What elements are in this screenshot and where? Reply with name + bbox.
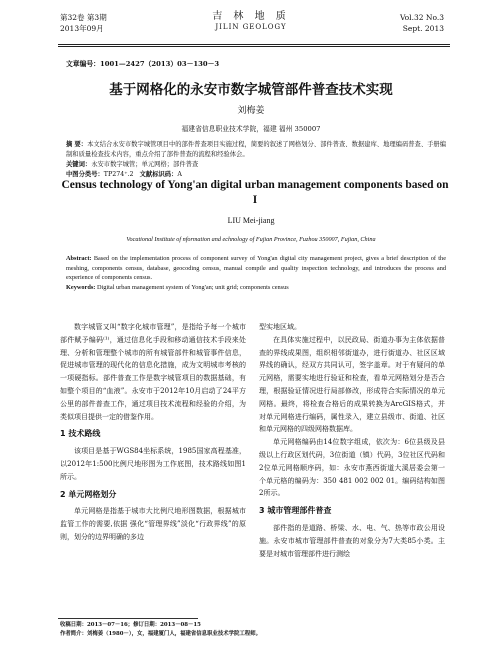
abstract-en — [66, 254, 446, 283]
abstract-cn — [66, 140, 446, 160]
running-header — [0, 0, 502, 44]
footnote-rule — [58, 618, 198, 619]
footnote-author-bio: 作者简介：刘梅姜（1980－），女，福建厦门人，福建省信息职业技术学院工程师。 — [60, 630, 261, 637]
body-paragraph: 单元网格是指基于城市大比例尺地形图数据，根据城市监管工作的需要,依据 强化“管理界线”淡化“行政界线”的原则，划分的边界明确的多边 — [60, 507, 246, 541]
body-column-right — [259, 321, 445, 560]
keywords-text-cn: 永安市数字城管；单元网格；部件普查 — [91, 161, 199, 168]
author-name-en: LIU Mei-jiang — [227, 216, 275, 225]
header-volume-issue: 第32卷 第3期 — [60, 13, 107, 22]
classification-value: TP274⁺.2 — [103, 171, 134, 178]
keywords-en — [66, 283, 446, 293]
abstract-text-en: Based on the implementation process of component survey of Yong'an digital city management project, gives a brief description of the meshing, components census, database, geocoding census, manual compile and quality inspection technology, and introduces the process and experience of components census. — [66, 255, 446, 281]
section-heading-1: 1 技术路线 — [60, 429, 101, 439]
footnote — [60, 621, 450, 638]
keywords-label-cn: 关键词： — [66, 161, 92, 168]
article-number: 文章编号：1001—2427（2013）03－130－3 — [66, 60, 220, 68]
affiliation-cn: 福建省信息职业技术学院，福建 福州 350007 — [181, 125, 321, 133]
abstract-text-cn: 本文结合永安市数字城管项目中的部件普查项目实施过程，简要的叙述了网格划分、部件普查、数据建库、地理编码普查、手册编制和质量检查技术内容，重点介绍了部件普查的流程和经验体会。 — [66, 141, 447, 158]
header-vol-no: Vol.32 No.3 — [399, 13, 444, 22]
journal-name-cn: 吉 林 地 质 — [212, 11, 290, 22]
abstract-label-cn: 摘 要： — [66, 141, 88, 148]
abstract-label-en: Abstract: — [66, 255, 92, 262]
footnote-dates: 收稿日期：2013－07－16；修订日期：2013－08－15 — [60, 622, 201, 628]
header-rule-thick — [58, 44, 450, 45]
header-date-cn: 2013年09月 — [60, 24, 104, 33]
journal-name-en: JILIN GEOLOGY — [215, 23, 287, 31]
section-heading-2: 2 单元网格划分 — [60, 489, 117, 499]
keywords-text-en: Digital urban management system of Yong'an; unit grid; components census — [96, 283, 289, 291]
body-paragraph: 在具体实施过程中，以民政局、街道办事为主体依据普查的界线成果图，组织相邻街道办，进行街道办、社区区域界线的确认，经双方共同认可，签字盖章。对于有疑问的单元网格，需要实地进行验证和检查，看单元网格划分是否合理，根据验证情况进行局部修改，形成符合实际情况的单元网格。最终，将检查合格后的成果转换为ArcGIS格式，并对单元网格进行编码，属性录入，建立县级市、街道、社区和单元网格的四级网格数据库。 — [259, 335, 445, 434]
header-rule-thin — [58, 46, 450, 47]
affiliation-en: Vocational Institute of nformation and echnology of Fujian Province, Fuzhou 350007, Fujian, China — [126, 236, 376, 243]
keywords-label-en: Keywords: — [66, 283, 96, 291]
doc-code-value: A — [177, 171, 182, 178]
body-paragraph: 部件指的是道路、桥梁、水、电、气、热等市政公用设施。永安市城市管理部件普查的对象分为7大类85小类。主要是对城市管理部件进行测绘 — [259, 523, 445, 558]
keywords-cn — [66, 160, 446, 170]
abstract-block-en — [66, 254, 446, 292]
author-name-cn: 刘梅姜 — [237, 106, 265, 116]
classification-label: 中图分类号： — [66, 171, 104, 178]
paper-title-en: Census technology of Yong'an digital urban management components based on I — [61, 179, 449, 206]
abstract-block-cn — [66, 140, 446, 180]
body-paragraph: 型实地区域。 — [259, 323, 301, 331]
body-paragraph: 该项目是基于WGS84坐标系统，1985国家高程基准，以2012年1:500比例尺地形图为工作底图，技术路线如图1所示。 — [60, 447, 246, 481]
header-volume-en — [400, 12, 444, 34]
header-date-en: Sept. 2013 — [402, 24, 444, 33]
doc-code-label: 文献标识码： — [139, 171, 178, 178]
body-paragraph: 单元网格编码由14位数字组成，依次为：6位县级及县级以上行政区划代码，3位街道（镇）代码，3位社区代码和2位单元网格顺序码，如：永安市燕西街道大溪居委会第一个单元格的编码为：350 481 002 002 01。编码结构如图2所示。 — [259, 438, 445, 498]
section-heading-3: 3 城市管理部件普查 — [259, 506, 332, 516]
paper-title-cn: 基于网格化的永安市数字城管部件普查技术实现 — [109, 82, 393, 98]
body-paragraph: 数字城管又叫“数字化城市管理”，是指给予每一个城市部件赋予编码⁽¹⁾，通过信息化手段和移动通信技术手段来处理、分析和管理整个城市的所有城管部件和城管事件信息，促进城市管理的现代化的信息化措施，成为文明城市考核的一项硬指标。部件普查工作是数字城管项目的数据基础，有如整个项目的“血液”。永安市于2012年10月启动了24平方公里的部件普查工作，通过项目技术流程和经验的介绍，为类似项目提供一定的借鉴作用。 — [60, 323, 246, 421]
body-column-left — [60, 321, 246, 544]
